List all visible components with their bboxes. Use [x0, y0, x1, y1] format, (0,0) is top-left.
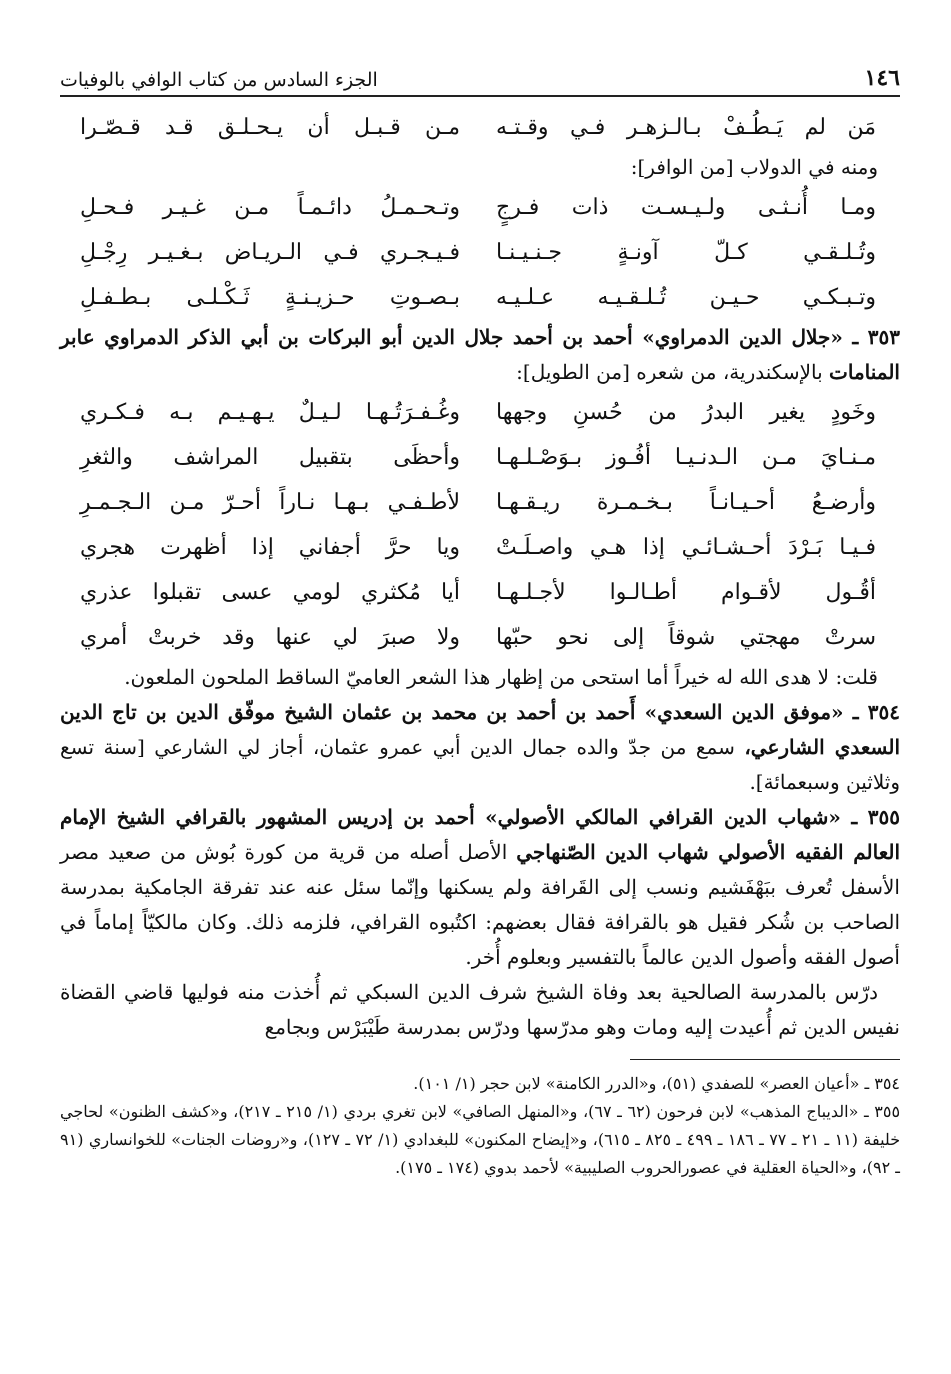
running-title: الجزء السادس من كتاب الوافي بالوفيات: [60, 69, 378, 91]
verse-hemistich-second: وأحظَى بتقبيل المراشف والثغرِ: [80, 445, 460, 470]
page-number: ١٤٦: [864, 65, 900, 91]
verse-hemistich-first: أقُـول لأقـوام أطـالـوا لأجـلـهـا: [496, 580, 876, 605]
verse-hemistich-first: وتـبـكـي حـيـن تُـلـقـيـه عـلـيـه: [496, 285, 876, 310]
verse-hemistich-second: مـن قـبـل أن يـحـلـق قـد قـصّـرا: [80, 115, 460, 140]
verse-hemistich-first: وخَودٍ يغير البدرُ من حُسنِ وجهها: [496, 400, 876, 425]
entry-354: [60, 695, 900, 800]
verse-hemistich-first: ومـا أُنـثـى ولـيـسـت ذات فـرجٍ: [496, 195, 876, 220]
verse-hemistich-second: بـصـوتِ حـزيـنـةٍ ثَـكْـلـى بـطـفـلِ: [80, 285, 460, 310]
poem-intro: ومنه في الدولاب [من الوافر]:: [630, 155, 878, 179]
verse-line: [60, 230, 900, 275]
entry-355: [60, 800, 900, 975]
page-header: [60, 55, 900, 97]
verse-hemistich-second: ولا صبرَ لي عنها وقد خربتْ أمري: [80, 625, 460, 650]
footnote-354: ٣٥٤ ـ «أعيان العصر» للصفدي (٥١)، و«الدرر الكامنة» لابن حجر (١/ ١٠١).: [413, 1074, 900, 1093]
footnote-separator: [630, 1059, 900, 1060]
verse-line: [60, 525, 900, 570]
entry-354-text: سمع من جدّ والده جمال الدين أبي عمرو عثمان، أجاز لي الشارعي [سنة تسع وثلاثين وسبعمائة].: [60, 735, 900, 794]
entry-355-text: الأصل أصله من قرية من كورة بُوش من صعيد مصر الأسفل تُعرف ببَهْفَشيم ونسب إلى القَرافة ولم يسكنها وإنّما سئل عنه عند تفرقة الجامكية بمدرسة الصاحب بن شُكر فقيل هو بالقرافة فقال بعضهم: اكتُبوه القرافي، فلزمه ذلك. وكان مالكيّاً إماماً في أصول الفقه وأصول الدين عالماً بالتفسير وبعلوم أُخر.: [60, 840, 900, 969]
verse-hemistich-second: لأطـفـي بـهـا نـاراً أحـرّ مـن الـجـمـرِ: [80, 490, 460, 515]
verse-line: [60, 390, 900, 435]
entry-355-paragraph: درّس بالمدرسة الصالحية بعد وفاة الشيخ شرف الدين السبكي ثم أُخذت منه فوليها قاضي القضاة نفيس الدين ثم أُعيدت إليه ومات وهو مدرّسها ودرّس بمدرسة طَيْبَرْس وبجامع: [60, 980, 900, 1039]
verse-hemistich-first: فـيـا بَـرْدَ أحـشـائـي إذا هـي واصـلَـتْ: [496, 535, 876, 560]
entry-354-heading: ٣٥٤ ـ «موفق الدين السعدي» أَحمد بن أحمد بن محمد بن عثمان الشيخ موفّق الدين بن تاج الدين السعدي الشارعي،: [60, 700, 901, 759]
entry-353-text: بالإسكندرية، من شعره [من الطويل]:: [516, 360, 830, 384]
book-page: [60, 55, 900, 1355]
verse-line: [60, 480, 900, 525]
verse-hemistich-first: مَن لم يَـطُـفْ بـالـزهـر فـي وقـتـه: [496, 115, 876, 140]
verse-line: [60, 105, 900, 150]
footnote-355: ٣٥٥ ـ «الديباج المذهب» لابن فرحون (٦٢ ـ ٦٧)، و«المنهل الصافي» لابن تغري بردي (١/ ٢١٥ ـ ٢١٧)، و«كشف الظنون» لحاجي خليفة (١١ ـ ٢١ ـ ٧٧ ـ ١٨٦ ـ ٤٩٩ ـ ٨٢٥ ـ ٦١٥)، و«إيضاح المكنون» للبغدادي (١/ ٧٢ ـ ١٢٧)، و«روضات الجنات» للخوانساري (٩١ ـ ٩٢)، و«الحياة العقلية في عصورالحروب الصليبية» لأحمد بدوي (١٧٤ ـ ١٧٥).: [60, 1102, 901, 1177]
verse-hemistich-first: وتُـلـقـي كـلّ آونـةٍ جـنـيـنـا: [496, 240, 876, 265]
entry-353: [60, 320, 900, 390]
author-note: قلت: لا هدى الله له خيراً أما استحى من إظهار هذا الشعر العاميّ الساقط الملحون الملعون.: [124, 665, 878, 689]
verse-hemistich-first: مـنـايَ مـن الـدنـيـا أفُـوز بـوَصْـلـهـا: [496, 445, 876, 470]
verse-hemistich-first: سرتْ مهجتي شوقاً إلى نحو حبّها: [496, 625, 876, 650]
verse-line: [60, 435, 900, 480]
verse-hemistich-second: ويا حرَّ أجفاني إذا أظهرت هجري: [80, 535, 460, 560]
verse-line: [60, 275, 900, 320]
entry-355-heading: ٣٥٥ ـ «شهاب الدين القرافي المالكي الأصولي» أحمد بن إدريس المشهور بالقرافي الشيخ الإمام العالم الفقيه الأصولي شهاب الدين الصّنهاجي: [60, 805, 900, 864]
verse-hemistich-second: أيا مُكثري لومي عسى تقبلوا عذري: [80, 580, 460, 605]
verse-line: [60, 185, 900, 230]
verse-hemistich-second: وتـحـمـلُ دائـمـاً مـن غـيـر فـحـلِ: [80, 195, 460, 220]
verse-hemistich-second: وغُـفـرَتُـهـا لـيـلٌ يـهـيـم بـه فـكـري: [80, 400, 460, 425]
verse-hemistich-first: وأرضـعُ أحـيـانـاً بـخـمـرة ريـقـهـا: [496, 490, 876, 515]
entry-353-heading: ٣٥٣ ـ «جلال الدين الدمراوي» أحمد بن أحمد جلال الدين أبو البركات بن أبي الذكر الدمراوي عابر المنامات: [60, 325, 900, 384]
verse-hemistich-second: فـيـجـري فـي الـريـاض بـغـيـر رِجْـلِ: [80, 240, 460, 265]
verse-line: [60, 615, 900, 660]
verse-line: [60, 570, 900, 615]
